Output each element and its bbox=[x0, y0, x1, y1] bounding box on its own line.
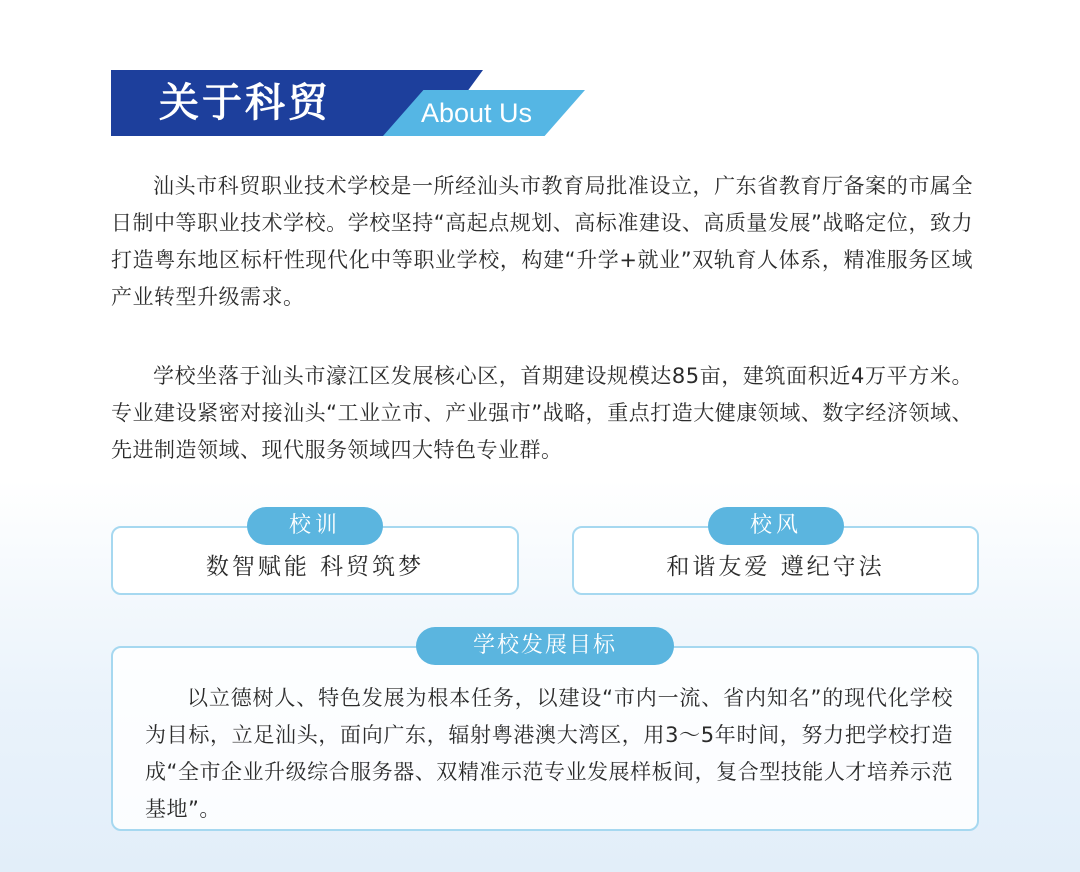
section-banner bbox=[111, 70, 591, 136]
section-title: 关于科贸 bbox=[159, 80, 331, 126]
school-style-label-pill: 校风 bbox=[708, 507, 844, 545]
development-goal-text: 以立德树人、特色发展为根本任务，以建设“市内一流、省内知名”的现代化学校为目标，立足汕头，面向广东，辐射粤港澳大湾区，用3～5年时间，努力把学校打造成“全市企业升级综合服务器、双精准示范专业发展样板间，复合型技能人才培养示范基地”。 bbox=[145, 686, 953, 821]
motto-text: 数智赋能 科贸筑梦 bbox=[205, 554, 425, 580]
intro-paragraph-2: 学校坐落于汕头市濠江区发展核心区，首期建设规模达85亩，建筑面积近4万平方米。专业建设紧密对接汕头“工业立市、产业强市”战略，重点打造大健康领域、数字经济领域、先进制造领域、现代服务领域四大特色专业群。 bbox=[111, 364, 973, 462]
section-subtitle: About Us bbox=[421, 98, 533, 128]
school-style-text: 和谐友爱 遵纪守法 bbox=[666, 554, 885, 580]
intro-paragraph-1: 汕头市科贸职业技术学校是一所经汕头市教育局批准设立，广东省教育厅备案的市属全日制中等职业技术学校。学校坚持“高起点规划、高标准建设、高质量发展”战略定位，致力打造粤东地区标杆性现代化中等职业学校，构建“升学+就业”双轨育人体系，精准服务区域产业转型升级需求。 bbox=[111, 174, 973, 309]
development-goal-card bbox=[111, 646, 979, 831]
development-goal-label-pill: 学校发展目标 bbox=[416, 627, 674, 665]
motto-label-pill: 校训 bbox=[247, 507, 383, 545]
